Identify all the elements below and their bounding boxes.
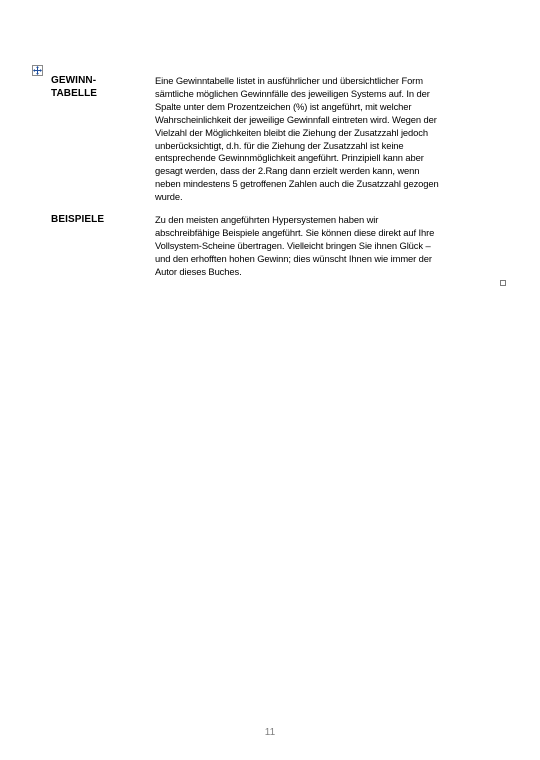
description-line: Spalte unter dem Prozentzeichen (%) ist angeführt, mit welcher	[155, 100, 412, 112]
page-number: 11	[264, 727, 276, 738]
table-resize-handle-icon[interactable]	[500, 280, 506, 286]
entry-description	[155, 75, 505, 204]
table-move-handle-icon[interactable]	[32, 65, 43, 76]
description-line: sämtliche möglichen Gewinnfälle des jeweiligen Systems auf. In der	[155, 87, 430, 99]
description-line: Wahrscheinlichkeit der jeweilige Gewinnfall eintreten wird. Wegen der	[155, 113, 437, 125]
description-line: unberücksichtigt, d.h. für die Ziehung der Zusatzzahl ist keine	[155, 139, 404, 151]
description-line: Vollsystem-Scheine übertragen. Vielleicht bringen Sie ihnen Glück –	[155, 239, 431, 251]
entry-term	[51, 214, 146, 227]
description-line: gesagt werden, dass der 2.Rang dann erzielt werden kann, wenn	[155, 165, 420, 177]
term-line: GEWINN-	[51, 75, 97, 86]
term-line: BEISPIELE	[51, 214, 105, 225]
description-line: wurde.	[155, 191, 183, 203]
term-line: TABELLE	[51, 87, 98, 99]
description-line: Eine Gewinntabelle listet in ausführlicher und übersichtlicher Form	[155, 75, 423, 86]
description-line: neben mindestens 5 getroffenen Zahlen auch die Zusatzzahl gezogen	[155, 178, 439, 190]
description-line: und den erhofften hohen Gewinn; dies wünscht Ihnen wie immer der	[155, 252, 432, 264]
description-line: entsprechende Gewinnmöglichkeit angeführt. Prinzipiell kann aber	[155, 152, 424, 164]
description-line: Autor dieses Buches.	[155, 265, 242, 277]
entry-term	[51, 75, 146, 101]
description-line: abschreibfähige Beispiele angeführt. Sie können diese direkt auf Ihre	[155, 226, 435, 238]
description-line: Zu den meisten angeführten Hypersystemen haben wir	[155, 214, 379, 225]
entry-description	[155, 214, 505, 279]
description-line: Vielzahl der Möglichkeiten bleibt die Ziehung der Zusatzzahl jedoch	[155, 126, 428, 138]
